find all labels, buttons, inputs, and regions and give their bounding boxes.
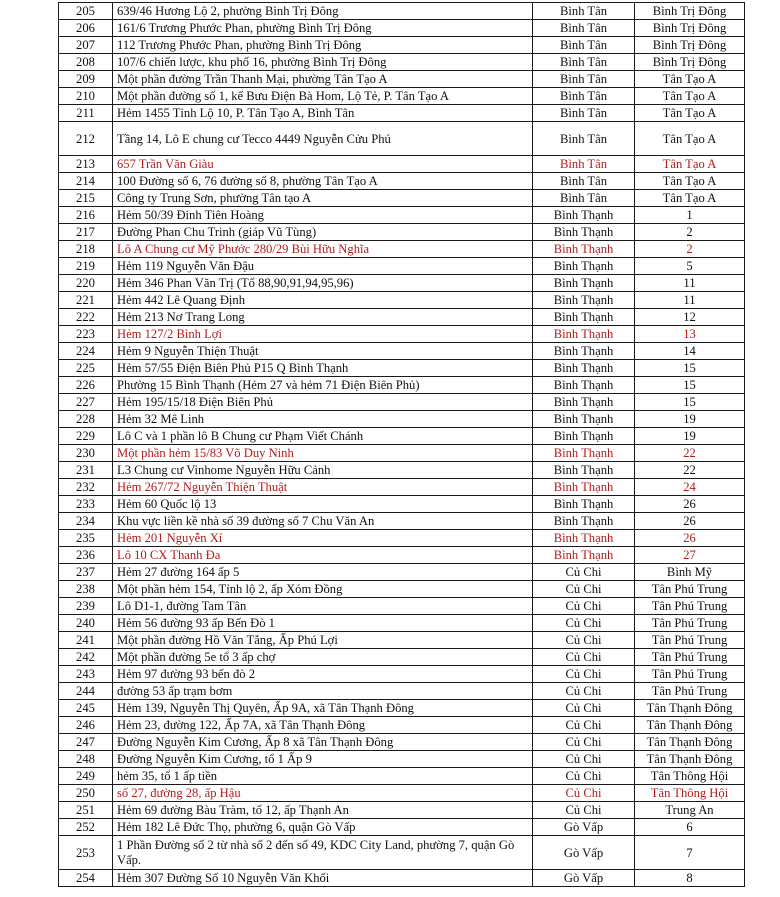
table-row: [59, 54, 745, 71]
row-number-cell: 213: [59, 156, 113, 173]
table-row: [59, 445, 745, 462]
row-number-cell: 240: [59, 615, 113, 632]
table-row: [59, 734, 745, 751]
district-cell: Bình Tân: [533, 190, 635, 207]
address-cell: Khu vực liền kề nhà số 39 đường số 7 Chu Văn An: [113, 513, 533, 530]
row-number-cell: 230: [59, 445, 113, 462]
ward-cell: 26: [635, 513, 745, 530]
ward-cell: Tân Phú Trung: [635, 632, 745, 649]
address-table: [58, 2, 745, 887]
row-number-cell: 253: [59, 836, 113, 870]
address-cell: Lô D1-1, đường Tam Tân: [113, 598, 533, 615]
row-number-cell: 223: [59, 326, 113, 343]
row-number-cell: 246: [59, 717, 113, 734]
district-cell: Bình Thạnh: [533, 411, 635, 428]
district-cell: Bình Tân: [533, 88, 635, 105]
table-row: [59, 258, 745, 275]
row-number-cell: 226: [59, 377, 113, 394]
district-cell: Củ Chi: [533, 564, 635, 581]
district-cell: Củ Chi: [533, 683, 635, 700]
ward-cell: 8: [635, 870, 745, 887]
address-cell: Hẻm 213 Nơ Trang Long: [113, 309, 533, 326]
address-cell: Một phần đường 5e tổ 3 ấp chợ: [113, 649, 533, 666]
row-number-cell: 225: [59, 360, 113, 377]
table-row: [59, 513, 745, 530]
table-row: [59, 768, 745, 785]
address-cell: 107/6 chiến lược, khu phố 16, phường Bình Trị Đông: [113, 54, 533, 71]
address-cell: Hẻm 139, Nguyễn Thị Quyên, Ấp 9A, xã Tân Thạnh Đông: [113, 700, 533, 717]
district-cell: Bình Thạnh: [533, 530, 635, 547]
address-cell: Lô A Chung cư Mỹ Phước 280/29 Bùi Hữu Nghĩa: [113, 241, 533, 258]
ward-cell: Trung An: [635, 802, 745, 819]
table-row: [59, 717, 745, 734]
table-row: [59, 462, 745, 479]
table-row: [59, 564, 745, 581]
address-cell: Một phần hẻm 154, Tỉnh lộ 2, ấp Xóm Đồng: [113, 581, 533, 598]
table-row: [59, 88, 745, 105]
table-row: [59, 292, 745, 309]
ward-cell: 14: [635, 343, 745, 360]
table-row: [59, 241, 745, 258]
row-number-cell: 219: [59, 258, 113, 275]
ward-cell: Tân Thạnh Đông: [635, 717, 745, 734]
table-row: [59, 411, 745, 428]
row-number-cell: 243: [59, 666, 113, 683]
row-number-cell: 217: [59, 224, 113, 241]
address-cell: Hẻm 57/55 Điện Biên Phủ P15 Q Bình Thạnh: [113, 360, 533, 377]
row-number-cell: 245: [59, 700, 113, 717]
address-cell: Đường Nguyễn Kim Cương, tổ 1 Ấp 9: [113, 751, 533, 768]
address-cell: Lô 10 CX Thanh Đa: [113, 547, 533, 564]
ward-cell: Tân Tạo A: [635, 88, 745, 105]
district-cell: Bình Thạnh: [533, 513, 635, 530]
ward-cell: 12: [635, 309, 745, 326]
ward-cell: Tân Phú Trung: [635, 581, 745, 598]
row-number-cell: 224: [59, 343, 113, 360]
table-row: [59, 785, 745, 802]
row-number-cell: 249: [59, 768, 113, 785]
table-row: [59, 870, 745, 887]
table-row: [59, 224, 745, 241]
row-number-cell: 231: [59, 462, 113, 479]
address-cell: Hẻm 346 Phan Văn Trị (Tổ 88,90,91,94,95,96): [113, 275, 533, 292]
district-cell: Củ Chi: [533, 615, 635, 632]
district-cell: Củ Chi: [533, 785, 635, 802]
ward-cell: 22: [635, 445, 745, 462]
row-number-cell: 251: [59, 802, 113, 819]
address-cell: Lô C và 1 phần lô B Chung cư Phạm Viết Chánh: [113, 428, 533, 445]
table-row: [59, 3, 745, 20]
district-cell: Bình Thạnh: [533, 377, 635, 394]
district-cell: Củ Chi: [533, 802, 635, 819]
row-number-cell: 241: [59, 632, 113, 649]
row-number-cell: 210: [59, 88, 113, 105]
address-cell: 112 Trương Phước Phan, phường Bình Trị Đông: [113, 37, 533, 54]
district-cell: Bình Thạnh: [533, 224, 635, 241]
address-cell: Một phần hẻm 15/83 Võ Duy Ninh: [113, 445, 533, 462]
ward-cell: Tân Thạnh Đông: [635, 700, 745, 717]
district-cell: Củ Chi: [533, 598, 635, 615]
row-number-cell: 229: [59, 428, 113, 445]
district-cell: Bình Thạnh: [533, 326, 635, 343]
row-number-cell: 228: [59, 411, 113, 428]
table-row: [59, 479, 745, 496]
address-cell: hẻm 35, tổ 1 ấp tiền: [113, 768, 533, 785]
district-cell: Bình Thạnh: [533, 360, 635, 377]
ward-cell: Bình Trị Đông: [635, 20, 745, 37]
row-number-cell: 209: [59, 71, 113, 88]
ward-cell: Tân Phú Trung: [635, 666, 745, 683]
address-cell: 161/6 Trương Phước Phan, phường Bình Trị Đông: [113, 20, 533, 37]
row-number-cell: 207: [59, 37, 113, 54]
ward-cell: Tân Tạo A: [635, 105, 745, 122]
district-cell: Củ Chi: [533, 768, 635, 785]
ward-cell: Tân Tạo A: [635, 156, 745, 173]
district-cell: Củ Chi: [533, 751, 635, 768]
ward-cell: 19: [635, 411, 745, 428]
row-number-cell: 233: [59, 496, 113, 513]
row-number-cell: 254: [59, 870, 113, 887]
district-cell: Bình Thạnh: [533, 258, 635, 275]
address-cell: Hẻm 119 Nguyễn Văn Đậu: [113, 258, 533, 275]
ward-cell: Tân Phú Trung: [635, 649, 745, 666]
address-cell: Hẻm 307 Đường Số 10 Nguyễn Văn Khối: [113, 870, 533, 887]
row-number-cell: 221: [59, 292, 113, 309]
ward-cell: Bình Mỹ: [635, 564, 745, 581]
ward-cell: Tân Tạo A: [635, 122, 745, 156]
address-cell: Hẻm 201 Nguyễn Xí: [113, 530, 533, 547]
address-cell: Hẻm 23, đường 122, Ấp 7A, xã Tân Thạnh Đông: [113, 717, 533, 734]
table-row: [59, 20, 745, 37]
district-cell: Bình Tân: [533, 105, 635, 122]
address-cell: Một phần đường số 1, kế Bưu Điện Bà Hom, Lộ Tẻ, P. Tân Tạo A: [113, 88, 533, 105]
ward-cell: Tân Thông Hội: [635, 768, 745, 785]
address-cell: Hẻm 32 Mê Linh: [113, 411, 533, 428]
table-row: [59, 530, 745, 547]
table-row: [59, 802, 745, 819]
table-row: [59, 360, 745, 377]
address-cell: Hẻm 442 Lê Quang Định: [113, 292, 533, 309]
district-cell: Bình Thạnh: [533, 292, 635, 309]
address-cell: Hẻm 56 đường 93 ấp Bến Đò 1: [113, 615, 533, 632]
district-cell: Bình Thạnh: [533, 445, 635, 462]
row-number-cell: 242: [59, 649, 113, 666]
row-number-cell: 206: [59, 20, 113, 37]
ward-cell: Tân Phú Trung: [635, 683, 745, 700]
ward-cell: 13: [635, 326, 745, 343]
table-row: [59, 394, 745, 411]
district-cell: Bình Thạnh: [533, 479, 635, 496]
table-row: [59, 37, 745, 54]
district-cell: Bình Tân: [533, 71, 635, 88]
ward-cell: Tân Thạnh Đông: [635, 734, 745, 751]
address-cell: Hẻm 127/2 Bình Lợi: [113, 326, 533, 343]
row-number-cell: 250: [59, 785, 113, 802]
ward-cell: 2: [635, 224, 745, 241]
row-number-cell: 211: [59, 105, 113, 122]
address-cell: Hẻm 69 đường Bàu Tràm, tổ 12, ấp Thạnh An: [113, 802, 533, 819]
table-row: [59, 700, 745, 717]
row-number-cell: 235: [59, 530, 113, 547]
district-cell: Gò Vấp: [533, 819, 635, 836]
ward-cell: Tân Thạnh Đông: [635, 751, 745, 768]
ward-cell: 5: [635, 258, 745, 275]
address-cell: Hẻm 9 Nguyễn Thiện Thuật: [113, 343, 533, 360]
address-cell: 639/46 Hương Lộ 2, phường Bình Trị Đông: [113, 3, 533, 20]
table-row: [59, 207, 745, 224]
table-row: [59, 819, 745, 836]
row-number-cell: 247: [59, 734, 113, 751]
ward-cell: 7: [635, 836, 745, 870]
ward-cell: 22: [635, 462, 745, 479]
address-cell: Một phần đường Hồ Văn Tắng, Ấp Phú Lợi: [113, 632, 533, 649]
table-row: [59, 71, 745, 88]
district-cell: Bình Thạnh: [533, 428, 635, 445]
address-cell: Hẻm 182 Lê Đức Thọ, phường 6, quận Gò Vấp: [113, 819, 533, 836]
ward-cell: Tân Phú Trung: [635, 598, 745, 615]
row-number-cell: 227: [59, 394, 113, 411]
district-cell: Bình Tân: [533, 3, 635, 20]
district-cell: Bình Tân: [533, 173, 635, 190]
district-cell: Bình Tân: [533, 54, 635, 71]
ward-cell: 11: [635, 275, 745, 292]
district-cell: Bình Tân: [533, 37, 635, 54]
district-cell: Bình Tân: [533, 156, 635, 173]
row-number-cell: 236: [59, 547, 113, 564]
ward-cell: 1: [635, 207, 745, 224]
table-row: [59, 751, 745, 768]
district-cell: Bình Thạnh: [533, 496, 635, 513]
address-cell: Một phần đường Trần Thanh Mại, phường Tân Tạo A: [113, 71, 533, 88]
ward-cell: Bình Trị Đông: [635, 3, 745, 20]
ward-cell: 6: [635, 819, 745, 836]
row-number-cell: 234: [59, 513, 113, 530]
table-row: [59, 547, 745, 564]
row-number-cell: 238: [59, 581, 113, 598]
table-row: [59, 581, 745, 598]
address-cell: số 27, đường 28, ấp Hậu: [113, 785, 533, 802]
table-row: [59, 343, 745, 360]
district-cell: Bình Thạnh: [533, 275, 635, 292]
district-cell: Bình Thạnh: [533, 241, 635, 258]
table-row: [59, 683, 745, 700]
district-cell: Bình Thạnh: [533, 394, 635, 411]
district-cell: Củ Chi: [533, 632, 635, 649]
district-cell: Củ Chi: [533, 734, 635, 751]
ward-cell: 15: [635, 394, 745, 411]
district-cell: Củ Chi: [533, 700, 635, 717]
table-row: [59, 649, 745, 666]
table-row: [59, 173, 745, 190]
district-cell: Bình Thạnh: [533, 462, 635, 479]
table-row: [59, 122, 745, 156]
ward-cell: Bình Trị Đông: [635, 54, 745, 71]
table-row: [59, 598, 745, 615]
address-cell: Phường 15 Bình Thạnh (Hẻm 27 và hẻm 71 Điện Biên Phủ): [113, 377, 533, 394]
table-row: [59, 632, 745, 649]
district-cell: Củ Chi: [533, 666, 635, 683]
row-number-cell: 252: [59, 819, 113, 836]
row-number-cell: 212: [59, 122, 113, 156]
address-cell: Đường Phan Chu Trinh (giáp Vũ Tùng): [113, 224, 533, 241]
address-cell: Đường Nguyễn Kim Cương, Ấp 8 xã Tân Thạnh Đông: [113, 734, 533, 751]
address-cell: Hẻm 1455 Tỉnh Lộ 10, P. Tân Tạo A, Bình Tân: [113, 105, 533, 122]
row-number-cell: 216: [59, 207, 113, 224]
district-cell: Củ Chi: [533, 581, 635, 598]
table-row: [59, 428, 745, 445]
address-cell: Hẻm 195/15/18 Điện Biên Phủ: [113, 394, 533, 411]
district-cell: Củ Chi: [533, 717, 635, 734]
ward-cell: 27: [635, 547, 745, 564]
district-cell: Củ Chi: [533, 649, 635, 666]
ward-cell: Tân Tạo A: [635, 190, 745, 207]
district-cell: Gò Vấp: [533, 836, 635, 870]
table-row: [59, 377, 745, 394]
ward-cell: 19: [635, 428, 745, 445]
district-cell: Gò Vấp: [533, 870, 635, 887]
row-number-cell: 205: [59, 3, 113, 20]
district-cell: Bình Thạnh: [533, 343, 635, 360]
row-number-cell: 248: [59, 751, 113, 768]
row-number-cell: 237: [59, 564, 113, 581]
ward-cell: 2: [635, 241, 745, 258]
table-row: [59, 309, 745, 326]
table-row: [59, 496, 745, 513]
row-number-cell: 239: [59, 598, 113, 615]
row-number-cell: 222: [59, 309, 113, 326]
district-cell: Bình Tân: [533, 122, 635, 156]
table-row: [59, 836, 745, 870]
row-number-cell: 218: [59, 241, 113, 258]
table-row: [59, 156, 745, 173]
address-cell: Hẻm 267/72 Nguyễn Thiện Thuật: [113, 479, 533, 496]
address-cell: 100 Đường số 6, 76 đường số 8, phường Tân Tạo A: [113, 173, 533, 190]
table-row: [59, 105, 745, 122]
row-number-cell: 244: [59, 683, 113, 700]
address-cell: Công ty Trung Sơn, phường Tân tạo A: [113, 190, 533, 207]
ward-cell: Bình Trị Đông: [635, 37, 745, 54]
table-row: [59, 666, 745, 683]
table-row: [59, 190, 745, 207]
address-cell: Tầng 14, Lô E chung cư Tecco 4449 Nguyễn Cửu Phú: [113, 122, 533, 156]
address-cell: Hẻm 50/39 Đinh Tiên Hoàng: [113, 207, 533, 224]
district-cell: Bình Thạnh: [533, 207, 635, 224]
district-cell: Bình Thạnh: [533, 309, 635, 326]
ward-cell: 15: [635, 377, 745, 394]
ward-cell: Tân Tạo A: [635, 71, 745, 88]
ward-cell: 24: [635, 479, 745, 496]
address-table-body: [59, 3, 745, 887]
address-cell: 657 Trần Văn Giàu: [113, 156, 533, 173]
document-page: [58, 2, 744, 887]
table-row: [59, 615, 745, 632]
ward-cell: 11: [635, 292, 745, 309]
ward-cell: Tân Phú Trung: [635, 615, 745, 632]
table-row: [59, 326, 745, 343]
address-cell: L3 Chung cư Vinhome Nguyễn Hữu Cảnh: [113, 462, 533, 479]
ward-cell: 26: [635, 530, 745, 547]
address-cell: 1 Phần Đường số 2 từ nhà số 2 đến số 49, KDC City Land, phường 7, quận Gò Vấp.: [113, 836, 533, 870]
ward-cell: 15: [635, 360, 745, 377]
address-cell: Hẻm 60 Quốc lộ 13: [113, 496, 533, 513]
row-number-cell: 215: [59, 190, 113, 207]
row-number-cell: 208: [59, 54, 113, 71]
ward-cell: Tân Tạo A: [635, 173, 745, 190]
district-cell: Bình Thạnh: [533, 547, 635, 564]
row-number-cell: 214: [59, 173, 113, 190]
address-cell: đường 53 ấp trạm bơm: [113, 683, 533, 700]
address-cell: Hẻm 27 đường 164 ấp 5: [113, 564, 533, 581]
district-cell: Bình Tân: [533, 20, 635, 37]
table-row: [59, 275, 745, 292]
row-number-cell: 232: [59, 479, 113, 496]
ward-cell: 26: [635, 496, 745, 513]
address-cell: Hẻm 97 đường 93 bến đò 2: [113, 666, 533, 683]
row-number-cell: 220: [59, 275, 113, 292]
ward-cell: Tân Thông Hội: [635, 785, 745, 802]
